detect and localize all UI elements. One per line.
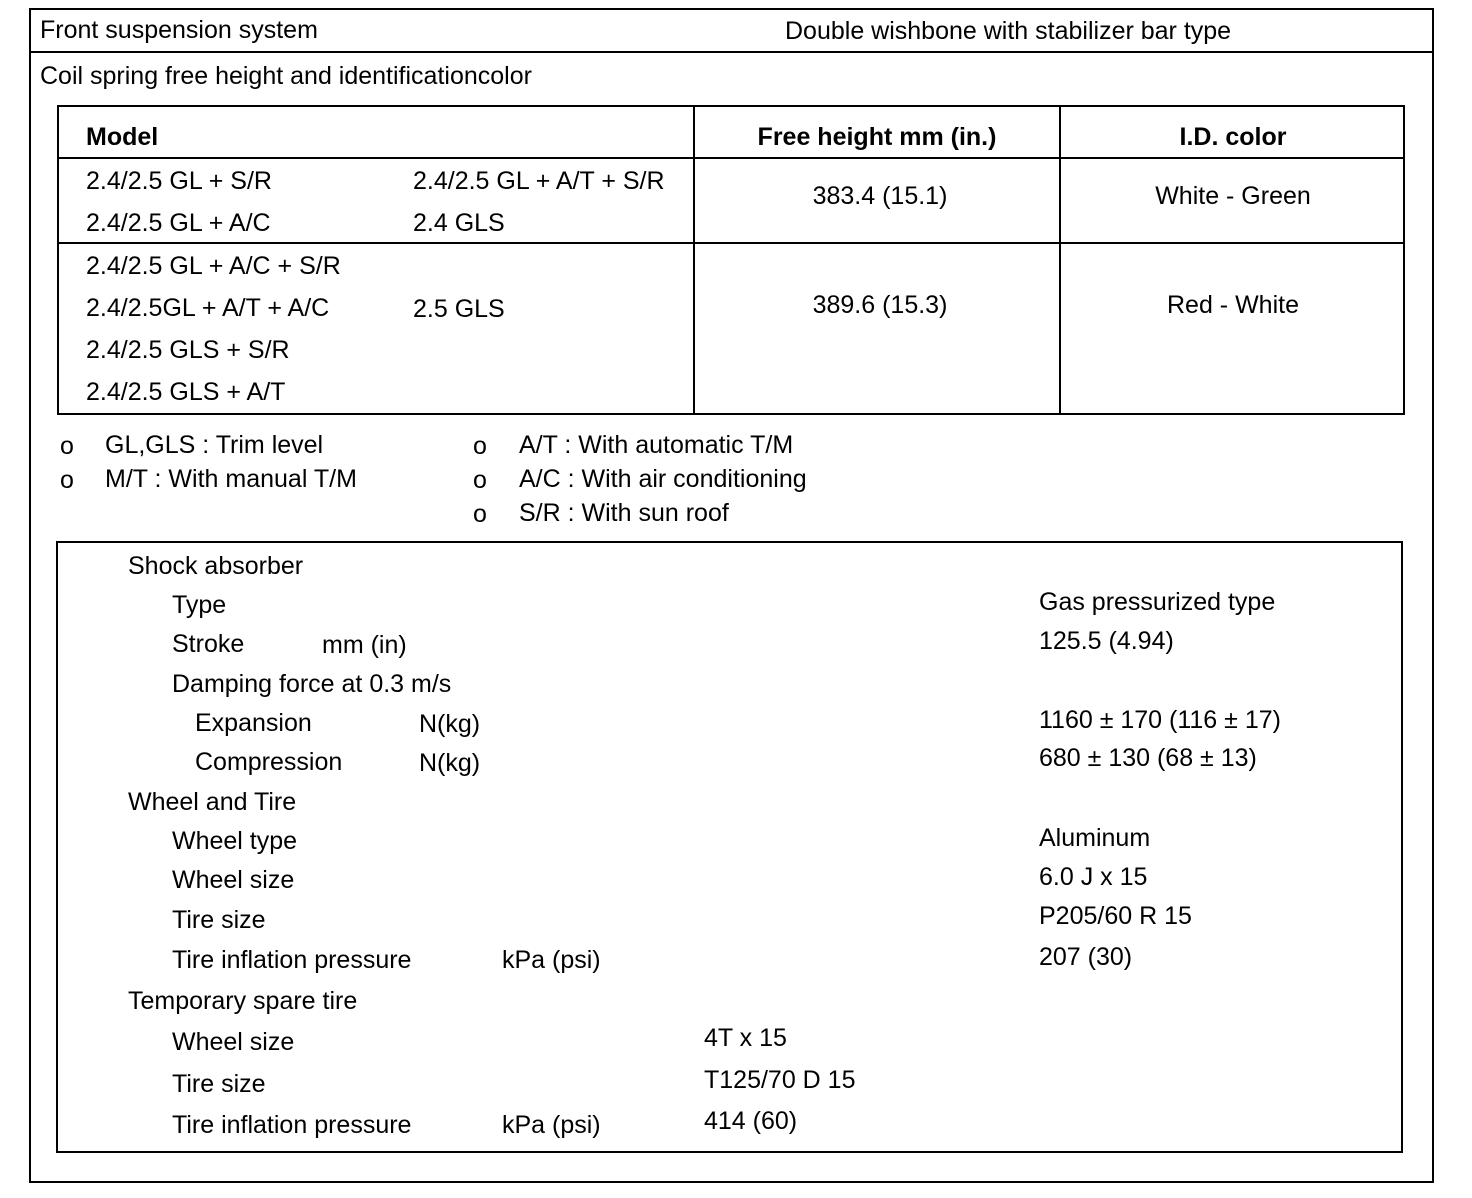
spare-tire-size-label: Tire size — [172, 1070, 266, 1098]
wheel-type-value: Aluminum — [1039, 824, 1151, 852]
model-cell: 2.4/2.5 GL + S/R — [86, 167, 272, 195]
bullet: o — [473, 500, 487, 528]
spare-tire-heading: Temporary spare tire — [128, 987, 358, 1015]
column-header-model: Model — [86, 123, 159, 151]
tire-pressure-label: Tire inflation pressure — [172, 946, 412, 974]
tire-pressure-value: 207 (30) — [1039, 943, 1133, 971]
model-cell: 2.4/2.5 GL + A/T + S/R — [413, 167, 665, 195]
model-cell: 2.4/2.5 GLS + A/T — [86, 378, 286, 406]
stroke-label: Stroke — [172, 630, 245, 658]
tire-pressure-unit: kPa (psi) — [502, 946, 601, 974]
wheel-type-label: Wheel type — [172, 827, 298, 855]
spring-section-title: Coil spring free height and identificationcolor — [40, 62, 532, 90]
shock-type-label: Type — [172, 591, 227, 619]
expansion-label: Expansion — [195, 709, 312, 737]
spring-table-row-divider — [57, 242, 1405, 244]
expansion-value: 1160 ± 170 (116 ± 17) — [1039, 706, 1281, 734]
shock-type-value: Gas pressurized type — [1039, 588, 1276, 616]
wheel-and-tire-heading: Wheel and Tire — [128, 788, 297, 816]
model-cell: 2.4/2.5 GL + A/C + S/R — [86, 252, 341, 280]
wheel-size-value: 6.0 J x 15 — [1039, 863, 1148, 891]
spring-table-col-divider-1 — [693, 105, 695, 415]
suspension-type: Double wishbone with stabilizer bar type — [785, 17, 1232, 45]
free-height-cell: 383.4 (15.1) — [812, 182, 948, 210]
spare-pressure-label: Tire inflation pressure — [172, 1111, 412, 1139]
id-color-cell: Red - White — [1167, 291, 1299, 319]
spare-pressure-value: 414 (60) — [704, 1107, 798, 1135]
model-cell: 2.4/2.5GL + A/T + A/C — [86, 294, 330, 322]
column-header-id-color: I.D. color — [1179, 123, 1287, 151]
spare-tire-size-value: T125/70 D 15 — [704, 1066, 856, 1094]
legend-item: A/C : With air conditioning — [519, 465, 807, 493]
wheel-size-label: Wheel size — [172, 866, 295, 894]
model-cell: 2.4 GLS — [413, 209, 505, 237]
bullet: o — [60, 466, 74, 494]
spare-wheel-size-label: Wheel size — [172, 1028, 295, 1056]
tire-size-label: Tire size — [172, 906, 266, 934]
legend-item: M/T : With manual T/M — [105, 465, 357, 493]
id-color-cell: White - Green — [1155, 182, 1311, 210]
bullet: o — [473, 466, 487, 494]
spare-wheel-size-value: 4T x 15 — [704, 1024, 787, 1052]
free-height-cell: 389.6 (15.3) — [812, 291, 948, 319]
model-cell: 2.4/2.5 GLS + S/R — [86, 336, 290, 364]
spring-table-header-divider — [57, 157, 1405, 159]
stroke-unit: mm (in) — [322, 631, 407, 659]
legend-item: A/T : With automatic T/M — [519, 431, 794, 459]
compression-label: Compression — [195, 748, 343, 776]
compression-value: 680 ± 130 (68 ± 13) — [1039, 744, 1257, 772]
spare-pressure-unit: kPa (psi) — [502, 1111, 601, 1139]
spring-table-col-divider-2 — [1059, 105, 1061, 415]
expansion-unit: N(kg) — [419, 710, 481, 738]
compression-unit: N(kg) — [419, 749, 481, 777]
damping-force-label: Damping force at 0.3 m/s — [172, 670, 452, 698]
tire-size-value: P205/60 R 15 — [1039, 902, 1192, 930]
model-cell: 2.5 GLS — [413, 295, 505, 323]
stroke-value: 125.5 (4.94) — [1039, 627, 1174, 655]
header-divider — [29, 51, 1434, 53]
legend-item: GL,GLS : Trim level — [105, 431, 324, 459]
bullet: o — [60, 432, 74, 460]
column-header-free-height: Free height mm (in.) — [757, 123, 997, 151]
legend-item: S/R : With sun roof — [519, 499, 729, 527]
section-title: Front suspension system — [40, 16, 318, 44]
bullet: o — [473, 432, 487, 460]
model-cell: 2.4/2.5 GL + A/C — [86, 209, 271, 237]
shock-absorber-heading: Shock absorber — [128, 552, 304, 580]
